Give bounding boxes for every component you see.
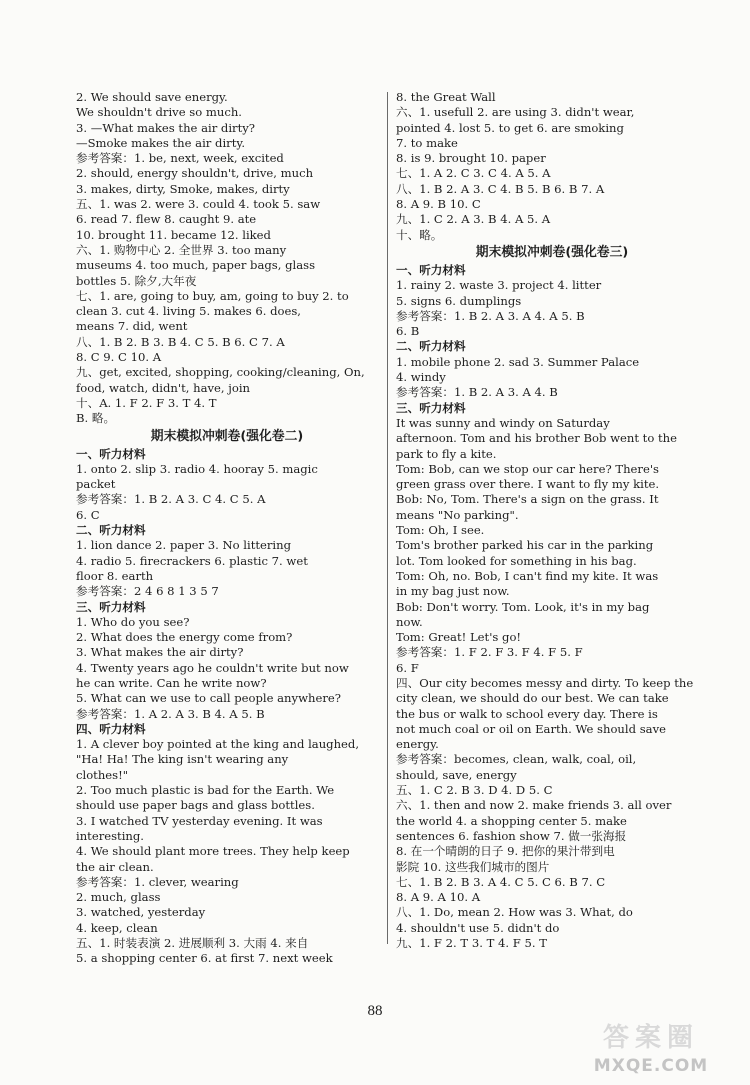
text-line: 2. much, glass	[76, 890, 161, 905]
text-line: 五、1. 时装表演 2. 进展顺利 3. 大雨 4. 来自	[76, 936, 309, 951]
text-line: 八、1. Do, mean 2. How was 3. What, do	[396, 905, 633, 920]
text-line: pointed 4. lost 5. to get 6. are smoking	[396, 120, 624, 135]
text-line: should use paper bags and glass bottles.	[76, 798, 315, 813]
text-line: means "No parking".	[396, 507, 519, 522]
text-line: 10. brought 11. became 12. liked	[76, 227, 271, 242]
text-line: the air clean.	[76, 859, 154, 874]
text-line: 参考答案：1. be, next, week, excited	[76, 151, 284, 166]
text-line: 参考答案：1. clever, wearing	[76, 874, 239, 889]
text-line: 八、1. B 2. A 3. C 4. B 5. B 6. B 7. A	[396, 181, 605, 196]
text-line: 6. read 7. flew 8. caught 9. ate	[76, 212, 257, 227]
text-line: 四、Our city becomes messy and dirty. To keep the	[396, 675, 694, 690]
text-line: 5. a shopping center 6. at first 7. next week	[76, 951, 333, 966]
text-line: 七、1. A 2. C 3. C 4. A 5. A	[396, 166, 551, 181]
text-line: green grass over there. I want to fly my kite.	[396, 477, 660, 492]
text-line: 七、1. are, going to buy, am, going to buy 2. to	[76, 288, 349, 303]
text-line: 7. to make	[396, 135, 458, 150]
text-line: 影院 10. 这些我们城市的图片	[396, 859, 550, 874]
text-line: 参考答案：1. B 2. A 3. C 4. C 5. A	[76, 492, 266, 507]
watermark-url: MXQE.COM	[593, 1056, 709, 1076]
section-heading: 二、听力材料	[76, 523, 146, 538]
text-line: 参考答案：becomes, clean, walk, coal, oil,	[396, 752, 637, 767]
text-line: park to fly a kite.	[396, 446, 497, 461]
text-line: 6. F	[396, 660, 419, 675]
text-line: 8. C 9. C 10. A	[76, 350, 162, 365]
text-line: he can write. Can he write now?	[76, 675, 267, 690]
text-line: 2. We should save energy.	[76, 90, 228, 104]
text-line: 8. the Great Wall	[396, 90, 496, 104]
text-line: 参考答案：1. A 2. A 3. B 4. A 5. B	[76, 706, 265, 721]
text-line: 参考答案：1. F 2. F 3. F 4. F 5. F	[396, 645, 583, 660]
text-line: B. 略。	[76, 411, 116, 426]
text-line: 4. radio 5. firecrackers 6. plastic 7. wet	[76, 553, 308, 568]
text-line: energy.	[396, 737, 439, 752]
text-line: 十、A. 1. F 2. F 3. T 4. T	[76, 395, 217, 410]
text-line: 1. Who do you see?	[76, 614, 190, 629]
text-line: museums 4. too much, paper bags, glass	[76, 258, 316, 273]
text-line: 4. Twenty years ago he couldn't write but now	[76, 660, 349, 675]
text-line: 3. —What makes the air dirty?	[76, 120, 256, 135]
text-line: food, watch, didn't, have, join	[76, 380, 251, 395]
text-line: in my bag just now.	[396, 584, 510, 599]
text-line: 8. A 9. B 10. C	[396, 197, 481, 212]
watermark-logo: 答案圈	[602, 1023, 699, 1053]
text-line: We shouldn't drive so much.	[76, 105, 242, 120]
text-line: 六、1. usefull 2. are using 3. didn't wear,	[396, 105, 635, 120]
text-line: afternoon. Tom and his brother Bob went to the	[396, 431, 677, 446]
text-line: 2. should, energy shouldn't, drive, much	[76, 166, 314, 181]
column-divider	[387, 92, 388, 944]
watermark	[556, 1018, 746, 1082]
text-line: floor 8. earth	[76, 568, 154, 583]
section-heading: 二、听力材料	[396, 339, 466, 354]
text-line: means 7. did, went	[76, 319, 188, 334]
text-line: 4. windy	[396, 370, 446, 385]
text-line: 五、1. was 2. were 3. could 4. took 5. saw	[76, 197, 321, 212]
text-line: Bob: Don't worry. Tom. Look, it's in my bag	[396, 599, 650, 614]
section-heading: 四、听力材料	[76, 721, 146, 736]
text-line: 8. A 9. A 10. A	[396, 890, 481, 905]
text-line: 2. What does the energy come from?	[76, 630, 293, 645]
section-heading: 三、听力材料	[76, 599, 146, 614]
page-number: 88	[367, 1003, 383, 1019]
text-line: Bob: No, Tom. There's a sign on the grass. It	[396, 492, 659, 507]
text-line: 参考答案：1. B 2. A 3. A 4. B	[396, 385, 558, 400]
text-line: not much coal or oil on Earth. We should save	[396, 721, 666, 736]
text-line: 参考答案：1. B 2. A 3. A 4. A 5. B	[396, 308, 585, 323]
text-line: 1. rainy 2. waste 3. project 4. litter	[396, 278, 602, 293]
text-line: 3. I watched TV yesterday evening. It was	[76, 813, 323, 828]
text-line: 1. onto 2. slip 3. radio 4. hooray 5. magic	[76, 461, 318, 476]
text-line: Tom: Bob, can we stop our car here? There's	[396, 461, 659, 476]
text-line: 1. A clever boy pointed at the king and laughed,	[76, 737, 360, 752]
text-line: 8. is 9. brought 10. paper	[396, 151, 546, 166]
text-line: 1. lion dance 2. paper 3. No littering	[76, 538, 292, 553]
text-line: Tom: Oh, no. Bob, I can't find my kite. It was	[396, 568, 659, 583]
text-line: 九、get, excited, shopping, cooking/cleaning, On,	[76, 365, 365, 380]
text-line: the bus or walk to school every day. There is	[396, 706, 658, 721]
text-line: 5. signs 6. dumplings	[396, 293, 522, 308]
text-line: 5. What can we use to call people anywhere?	[76, 691, 341, 706]
section-heading: 一、听力材料	[76, 446, 146, 461]
text-line: —Smoke makes the air dirty.	[76, 135, 246, 150]
text-line: should, save, energy	[396, 767, 517, 782]
text-line: 六、1. 购物中心 2. 全世界 3. too many	[76, 242, 287, 257]
text-line: bottles 5. 除夕,大年夜	[76, 273, 197, 288]
text-line: 4. shouldn't use 5. didn't do	[396, 920, 560, 935]
text-line: It was sunny and windy on Saturday	[396, 415, 610, 430]
right-column	[396, 90, 708, 951]
text-line: "Ha! Ha! The king isn't wearing any	[76, 752, 289, 767]
section-title: 期末模拟冲刺卷(强化卷三)	[475, 244, 629, 260]
text-line: 3. What makes the air dirty?	[76, 645, 244, 660]
text-line: 参考答案：2 4 6 8 1 3 5 7	[76, 584, 219, 599]
text-line: 五、1. C 2. B 3. D 4. D 5. C	[396, 783, 553, 798]
text-line: 6. B	[396, 324, 420, 339]
text-line: 4. We should plant more trees. They help keep	[76, 844, 350, 859]
section-title: 期末模拟冲刺卷(强化卷二)	[150, 428, 304, 444]
text-line: 十、略。	[396, 227, 443, 242]
text-line: now.	[396, 614, 423, 629]
text-line: interesting.	[76, 828, 144, 843]
section-heading: 三、听力材料	[396, 400, 466, 415]
text-line: 六、1. then and now 2. make friends 3. all over	[396, 798, 672, 813]
text-line: the world 4. a shopping center 5. make	[396, 813, 627, 828]
text-line: 八、1. B 2. B 3. B 4. C 5. B 6. C 7. A	[76, 334, 285, 349]
text-line: sentences 6. fashion show 7. 做一张海报	[396, 828, 627, 843]
text-line: packet	[76, 477, 116, 492]
text-line: clean 3. cut 4. living 5. makes 6. does,	[76, 304, 301, 319]
text-line: 1. mobile phone 2. sad 3. Summer Palace	[396, 354, 640, 369]
text-line: 3. makes, dirty, Smoke, makes, dirty	[76, 181, 290, 196]
text-line: 3. watched, yesterday	[76, 905, 206, 920]
text-line: city clean, we should do our best. We can take	[396, 691, 669, 706]
text-line: 4. keep, clean	[76, 920, 158, 935]
text-line: 6. C	[76, 507, 100, 522]
text-line: 九、1. C 2. A 3. B 4. A 5. A	[396, 212, 551, 227]
text-line: 九、1. F 2. T 3. T 4. F 5. T	[396, 936, 547, 951]
text-line: Tom: Oh, I see.	[396, 523, 485, 538]
text-line: 2. Too much plastic is bad for the Earth. We	[76, 783, 335, 798]
text-line: lot. Tom looked for something in his bag.	[396, 553, 637, 568]
text-line: 七、1. B 2. B 3. A 4. C 5. C 6. B 7. C	[396, 874, 606, 889]
text-line: Tom's brother parked his car in the parking	[396, 538, 654, 553]
section-heading: 一、听力材料	[396, 262, 466, 277]
left-column	[76, 90, 378, 967]
text-line: Tom: Great! Let's go!	[396, 630, 522, 645]
text-line: 8. 在一个晴朗的日子 9. 把你的果汁带到电	[396, 844, 615, 859]
text-line: clothes!"	[76, 767, 129, 782]
